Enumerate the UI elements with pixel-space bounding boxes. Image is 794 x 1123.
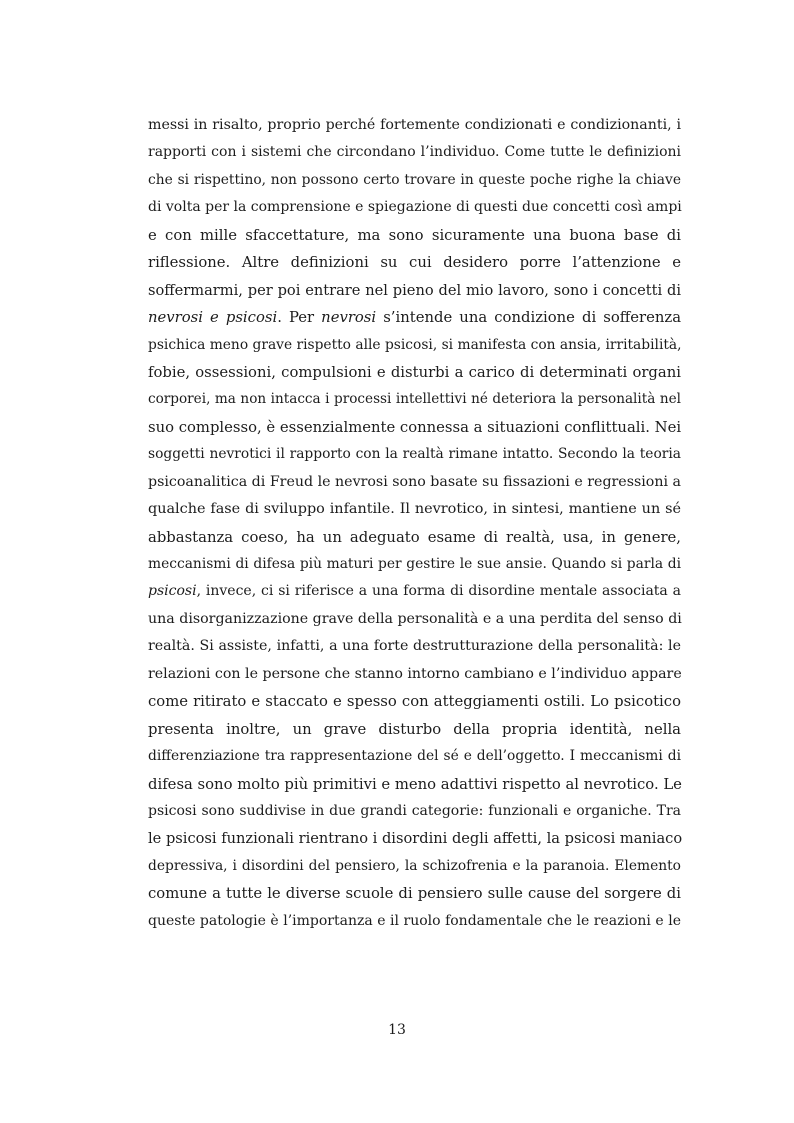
text-line-mixed — [148, 578, 681, 605]
text-line: qualche fase di sviluppo infantile. Il nevrotico, in sintesi, mantiene un sé — [148, 501, 681, 518]
text-line: meccanismi di difesa più maturi per gestire le sue ansie. Quando si parla di — [148, 556, 681, 572]
italic-term: nevrosi e psicosi — [148, 309, 278, 327]
text-line: corporei, ma non intacca i processi intellettivi né deteriora la personalità nel — [148, 391, 681, 408]
text-line: psichica meno grave rispetto alle psicosi, si manifesta con ansia, irritabilità, — [148, 336, 682, 353]
text-line: messi in risalto, proprio perché fortemente condizionati e condizionanti, i — [148, 117, 681, 133]
text-line: fobie, ossessioni, compulsioni e disturbi a carico di determinati organi — [148, 363, 681, 381]
italic-term: psicosi — [148, 583, 197, 600]
text-line: suo complesso, è essenzialmente connessa a situazioni conflittuali. Nei — [148, 418, 682, 436]
text-line: psicoanalitica di Freud le nevrosi sono basate su fissazioni e regressioni a — [148, 473, 681, 490]
text-segment: , invece, ci si riferisce a una forma di disordine mentale associata a — [196, 583, 681, 600]
text-line: rapporti con i sistemi che circondano l’individuo. Come tutte le definizioni — [148, 144, 681, 161]
text-line: depressiva, i disordini del pensiero, la schizofrenia e la paranoia. Elemento — [148, 857, 681, 874]
text-line: comune a tutte le diverse scuole di pensiero sulle cause del sorgere di — [148, 885, 681, 903]
text-line: queste patologie è l’importanza e il ruolo fondamentale che le reazioni e le — [148, 912, 681, 929]
text-line-mixed — [148, 304, 681, 331]
text-line: realtà. Si assiste, infatti, a una forte destrutturazione della personalità: le — [148, 638, 681, 655]
text-segment: s’intende una condizione di sofferenza — [376, 309, 682, 327]
text-line: presenta inoltre, un grave disturbo della propria identità, nella — [148, 720, 681, 738]
text-line: riflessione. Altre definizioni su cui desidero porre l’attenzione e — [148, 254, 681, 272]
text-line: abbastanza coeso, ha un adeguato esame di realtà, usa, in genere, — [148, 528, 681, 546]
text-line: e con mille sfaccettature, ma sono sicuramente una buona base di — [148, 226, 681, 244]
text-line: una disorganizzazione grave della personalità e a una perdita del senso di — [148, 610, 682, 627]
body-text — [148, 112, 681, 935]
text-segment: . Per — [277, 309, 322, 327]
text-line: psicosi sono suddivise in due grandi categorie: funzionali e organiche. Tra — [148, 802, 681, 819]
text-line: differenziazione tra rappresentazione del sé e dell’oggetto. I meccanismi di — [148, 748, 681, 765]
italic-term: nevrosi — [321, 309, 377, 327]
text-line: le psicosi funzionali rientrano i disordini degli affetti, la psicosi maniaco — [148, 830, 683, 848]
text-line: come ritirato e staccato e spesso con atteggiamenti ostili. Lo psicotico — [148, 693, 681, 711]
text-line: soggetti nevrotici il rapporto con la realtà rimane intatto. Secondo la teoria — [148, 446, 681, 463]
text-line: di volta per la comprensione e spiegazione di questi due concetti così ampi — [148, 199, 682, 216]
text-line: soffermarmi, per poi entrare nel pieno del mio lavoro, sono i concetti di — [148, 281, 681, 299]
page-number: 13 — [388, 1022, 406, 1038]
text-line: relazioni con le persone che stanno intorno cambiano e l’individuo appare — [148, 665, 682, 682]
text-line: difesa sono molto più primitivi e meno adattivi rispetto al nevrotico. Le — [148, 775, 682, 793]
text-line: che si rispettino, non possono certo trovare in queste poche righe la chiave — [148, 171, 681, 188]
